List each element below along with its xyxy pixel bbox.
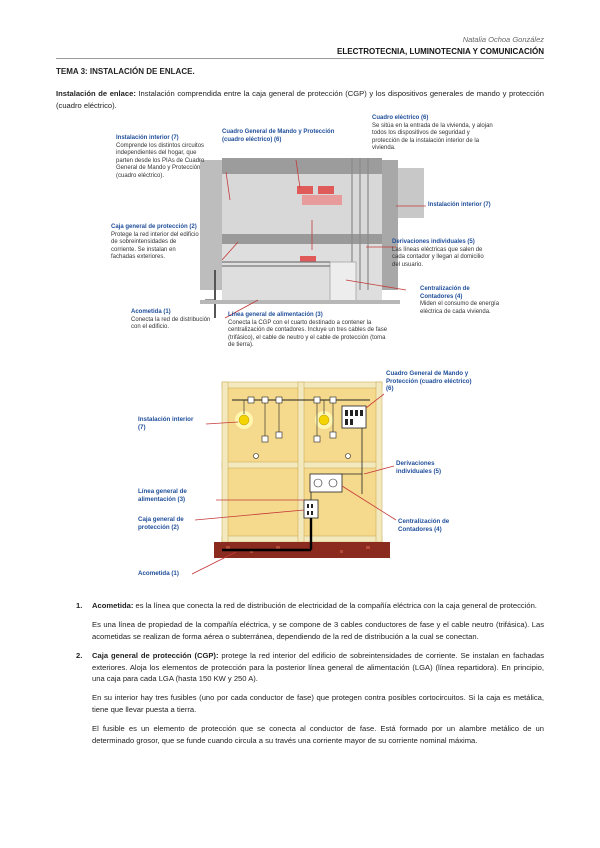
fig1-label-acometida — [131, 309, 221, 332]
fig1-derivaciones-title: Derivaciones individuales (5) — [392, 239, 475, 245]
list-item-term: Caja general de protección (CGP): — [92, 651, 219, 661]
list-item-text: es la línea que conecta la red de distribución de electricidad de la compañía eléctrica con la caja general de protección. — [133, 601, 537, 610]
fig2-label-linea-general: Línea general de alimentación (3) — [138, 488, 187, 503]
fig1-label-instalacion-interior — [116, 135, 214, 181]
list-item-lead — [92, 600, 544, 611]
fig1-centralizacion-title: Centralización de Contadores (4) — [420, 286, 470, 300]
fig1-label-centralizacion — [420, 286, 500, 316]
fig1-label-linea-general — [228, 312, 388, 350]
fig1-acometida-desc: Conecta la red de distribución con el edificio. — [131, 316, 211, 331]
fig1-instalacion-interior-title: Instalación interior (7) — [116, 135, 179, 141]
fig1-instalacion-interior-desc: Comprende los distintos circuitos independientes del hogar, que parten desde los PIAs de Cuadro General de Mando y Protección (cuadro eléctrico). — [116, 142, 205, 179]
fig1-derivaciones-desc: Las líneas eléctricas que salen de cada contador y llegan al domicilio del usuario. — [392, 246, 484, 268]
fig1-cuadro-general-title: Cuadro General de Mando y Protección (cuadro eléctrico) (6) — [222, 129, 335, 143]
fig1-caja-general-title: Caja general de protección (2) — [111, 224, 197, 230]
intro-text: Instalación comprendida entre la caja general de protección (CGP) y los dispositivos generales de mando y protección (cuadro eléctrico). — [56, 89, 544, 110]
fig1-instalacion-interior-right-title: Instalación interior (7) — [428, 202, 491, 208]
list-item-paragraph: En su interior hay tres fusibles (uno por cada conductor de fase) que protegen contra posibles cortocircuitos. Si la caja es metálica, tiene que llevar puesta a tierra. — [92, 693, 544, 714]
intro-term: Instalación de enlace: — [56, 89, 136, 98]
building-photo-illustration — [0, 0, 600, 365]
fig1-label-caja-general — [111, 224, 199, 262]
list-item — [56, 600, 544, 642]
fig1-label-derivaciones — [392, 239, 488, 269]
figure-building-photo — [0, 0, 600, 365]
fig1-caja-general-desc: Protege la red interior del edificio de sobreintensidades de corriente. Se instalan en fachadas exteriores. — [111, 231, 199, 261]
tema-title: TEMA 3: INSTALACIÓN DE ENLACE. — [56, 67, 195, 76]
fig1-cuadro-electrico-title: Cuadro eléctrico (6) — [372, 115, 429, 121]
list-item — [56, 650, 544, 746]
fig1-linea-general-title: Línea general de alimentación (3) — [228, 312, 323, 318]
fig2-label-cuadro-general: Cuadro General de Mando y Protección (cuadro eléctrico) (6) — [386, 370, 472, 393]
list-item-term: Acometida: — [92, 601, 134, 610]
fig1-linea-general-desc: Conecta la CGP con el cuarto destinado a contener la centralización de contadores. Incluye un tres cables de fase (trifásico), el cable de neutro y el cable de protección (toma de tierra). — [228, 319, 388, 349]
fig2-label-derivaciones: Derivaciones individuales (5) — [396, 460, 442, 475]
list-item-lead — [92, 650, 544, 684]
list-item-number: 2. — [76, 651, 83, 661]
header-author: Natalia Ochoa González — [462, 35, 544, 44]
fig2-label-instalacion-interior: Instalación interior (7) — [138, 416, 194, 431]
list-item-paragraph: Es una línea de propiedad de la compañía eléctrica, y se compone de 3 cables conductores de fase y el cable neutro (trifásica). Las acometidas se realizan de forma aérea o subterránea, dependiendo de la red de distribución a la cual se conectan. — [92, 620, 544, 641]
fig2-label-caja-general: Caja general de protección (2) — [138, 516, 184, 531]
schematic-illustration — [0, 370, 600, 585]
fig1-acometida-title: Acometida (1) — [131, 309, 171, 315]
list-item-number: 1. — [76, 601, 83, 610]
fig2-label-centralizacion: Centralización de Contadores (4) — [398, 518, 450, 533]
fig1-centralizacion-desc: Miden el consumo de energía eléctrica de cada vivienda. — [420, 301, 500, 315]
list-item-paragraph: El fusible es un elemento de protección que se conecta al conductor de fase. Está formado por un alambre metálico de un determinado grosor, que se funde cuando circula a su través una corriente mayor de su corriente nominal máxima. — [92, 724, 544, 745]
figure-building-schematic — [0, 370, 600, 585]
list-item-text: protege la red interior del edificio de sobreintensidades de corriente. Se instalan en fachadas exteriores. Aloja los elementos de protección para la posterior línea general de alimentación (LGA) (línea repartidora). En principio, una caja para cada LGA (hasta 150 KW y 250 A). — [92, 651, 544, 684]
header-subject: ELECTROTECNIA, LUMINOTECNIA Y COMUNICACIÓN — [337, 47, 544, 56]
fig1-label-instalacion-interior-right — [428, 202, 508, 210]
fig1-label-cuadro-general — [222, 129, 352, 144]
numbered-list — [56, 600, 544, 746]
fig1-cuadro-electrico-desc: Se sitúa en la entrada de la vivienda, y alojan todos los dispositivos de seguridad y protección de la instalación interior de la vivienda. — [372, 122, 493, 152]
fig2-label-acometida: Acometida (1) — [138, 570, 179, 577]
fig1-label-cuadro-electrico — [372, 115, 497, 153]
